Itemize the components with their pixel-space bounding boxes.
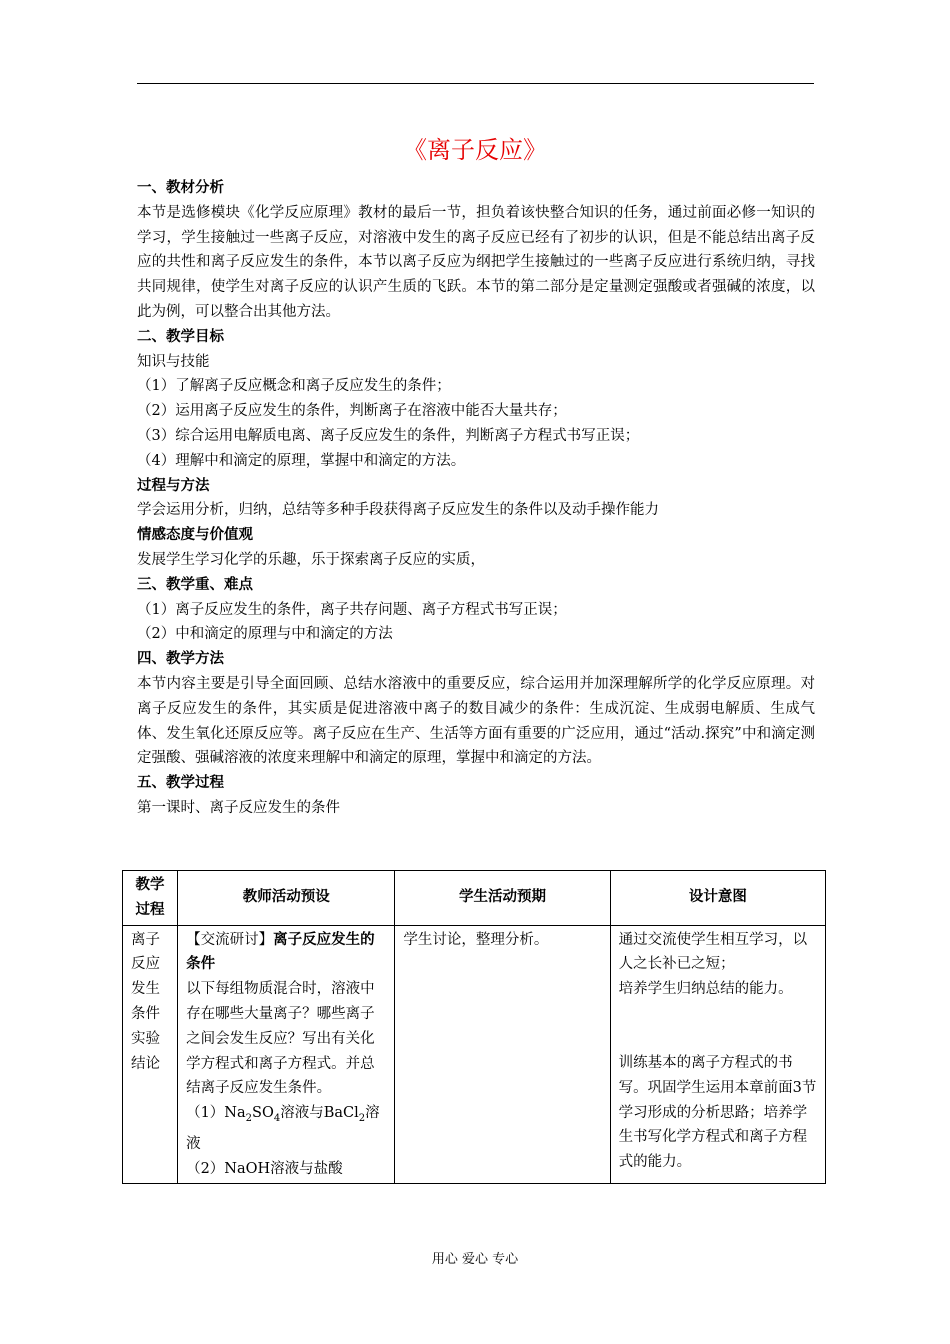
table-row: [123, 925, 826, 1184]
goal-item: （3）综合运用电解质电离、离子反应发生的条件，判断离子方程式书写正误；: [137, 427, 640, 444]
attitude-text: 发展学生学习化学的乐趣，乐于探索离子反应的实质，: [137, 551, 485, 568]
design-text-3: 训练基本的离子方程式的书写。巩固学生运用本章前面3节学习形成的分析思路；培养学生书写化学方程式和离子方程式的能力。: [618, 1054, 817, 1171]
formula-subscript: 2: [358, 1113, 366, 1125]
design-spacer: [619, 1002, 817, 1051]
header-cell-design: 设计意图: [610, 871, 825, 926]
teacher-bracket-label: 【交流研讨】: [186, 931, 274, 948]
design-text-2: 培养学生归纳总结的能力。: [618, 981, 793, 998]
header-cell-student: 学生活动预期: [395, 871, 610, 926]
cell-design: [610, 925, 825, 1184]
teacher-instructions: 以下每组物质混合时，溶液中存在哪些大量离子？哪些离子之间会发生反应？写出有关化学方程式和离子方程式。并总结离子反应发生条件。: [186, 981, 375, 1097]
formula-part: 溶液: [186, 1105, 380, 1152]
document-title: 《离子反应》: [403, 136, 547, 164]
header-cell-stage: 教学过程: [123, 871, 178, 926]
process-text: 学会运用分析，归纳，总结等多种手段获得离子反应发生的条件以及动手操作能力: [137, 502, 659, 519]
formula-part: SO: [252, 1105, 274, 1122]
teacher-item-2: （2）NaOH溶液与盐酸: [186, 1160, 343, 1177]
goal-item: （4）理解中和滴定的原理，掌握中和滴定的方法。: [137, 452, 466, 469]
formula-part: （1）Na: [186, 1105, 246, 1122]
cell-stage: 离子反应发生条件实验结论: [123, 925, 178, 1184]
section-heading-process: 五、教学过程: [137, 775, 224, 792]
formula-subscript: 2: [245, 1113, 253, 1125]
keypoint-item: （2）中和滴定的原理与中和滴定的方法: [137, 626, 393, 643]
teacher-topic: 离子反应发生的条件: [186, 931, 375, 973]
document-body: [137, 176, 815, 821]
goals-subheading-attitude: 情感态度与价值观: [137, 527, 253, 544]
method-paragraph: 本节内容主要是引导全面回顾、总结水溶液中的重要反应，综合运用并加深理解所学的化学反应原理。对离子反应发生的条件，其实质是促进溶液中离子的数目减少的条件：生成沉淀、生成弱电解质、生成气体、发生氧化还原反应等。离子反应在生产、生活等方面有重要的广泛应用，通过“活动.探究”中和滴定测定强酸、强碱溶液的浓度来理解中和滴定的原理，掌握中和滴定的方法。: [137, 675, 815, 767]
goal-item: （1）了解离子反应概念和离子反应发生的条件；: [137, 378, 451, 395]
header-rule: [137, 83, 814, 84]
section-heading-goals: 二、教学目标: [137, 328, 224, 345]
table-header-row: [123, 871, 826, 926]
section-heading-method: 四、教学方法: [137, 651, 224, 668]
goals-subheading-knowledge: 知识与技能: [137, 353, 210, 370]
lesson-subtitle: 第一课时、离子反应发生的条件: [137, 799, 340, 816]
page-footer: 用心 爱心 专心: [431, 1252, 519, 1267]
teacher-item-1: [186, 1101, 386, 1156]
section-heading-analysis: 一、教材分析: [137, 180, 224, 196]
section-heading-keypoints: 三、教学重、难点: [137, 576, 253, 593]
analysis-paragraph: 本节是选修模块《化学反应原理》教材的最后一节，担负着该快整合知识的任务，通过前面必修一知识的学习，学生接触过一些离子反应，对溶液中发生的离子反应已经有了初步的认识，但是不能总结出离子反应的共性和离子反应发生的条件，本节以离子反应为纲把学生接触过的一些离子反应进行系统归纳，寻找共同规律，使学生对离子反应的认识产生质的飞跃。本节的第二部分是定量测定强酸或者强碱的浓度，以此为例，可以整合出其他方法。: [137, 204, 815, 320]
goals-subheading-process: 过程与方法: [137, 477, 210, 494]
header-cell-teacher: 教师活动预设: [178, 871, 395, 926]
formula-part: 溶液与BaCl: [280, 1105, 359, 1122]
formula-subscript: 4: [273, 1113, 281, 1125]
cell-teacher: [178, 925, 395, 1184]
cell-student: 学生讨论，整理分析。: [395, 925, 610, 1184]
keypoint-item: （1）离子反应发生的条件，离子共存问题、离子方程式书写正误；: [137, 601, 567, 618]
goal-item: （2）运用离子反应发生的条件，判断离子在溶液中能否大量共存；: [137, 403, 567, 420]
teaching-process-table: [122, 870, 826, 1184]
teacher-topic-line: [186, 928, 386, 978]
design-text-1: 通过交流使学生相互学习，以人之长补已之短；: [618, 931, 808, 973]
